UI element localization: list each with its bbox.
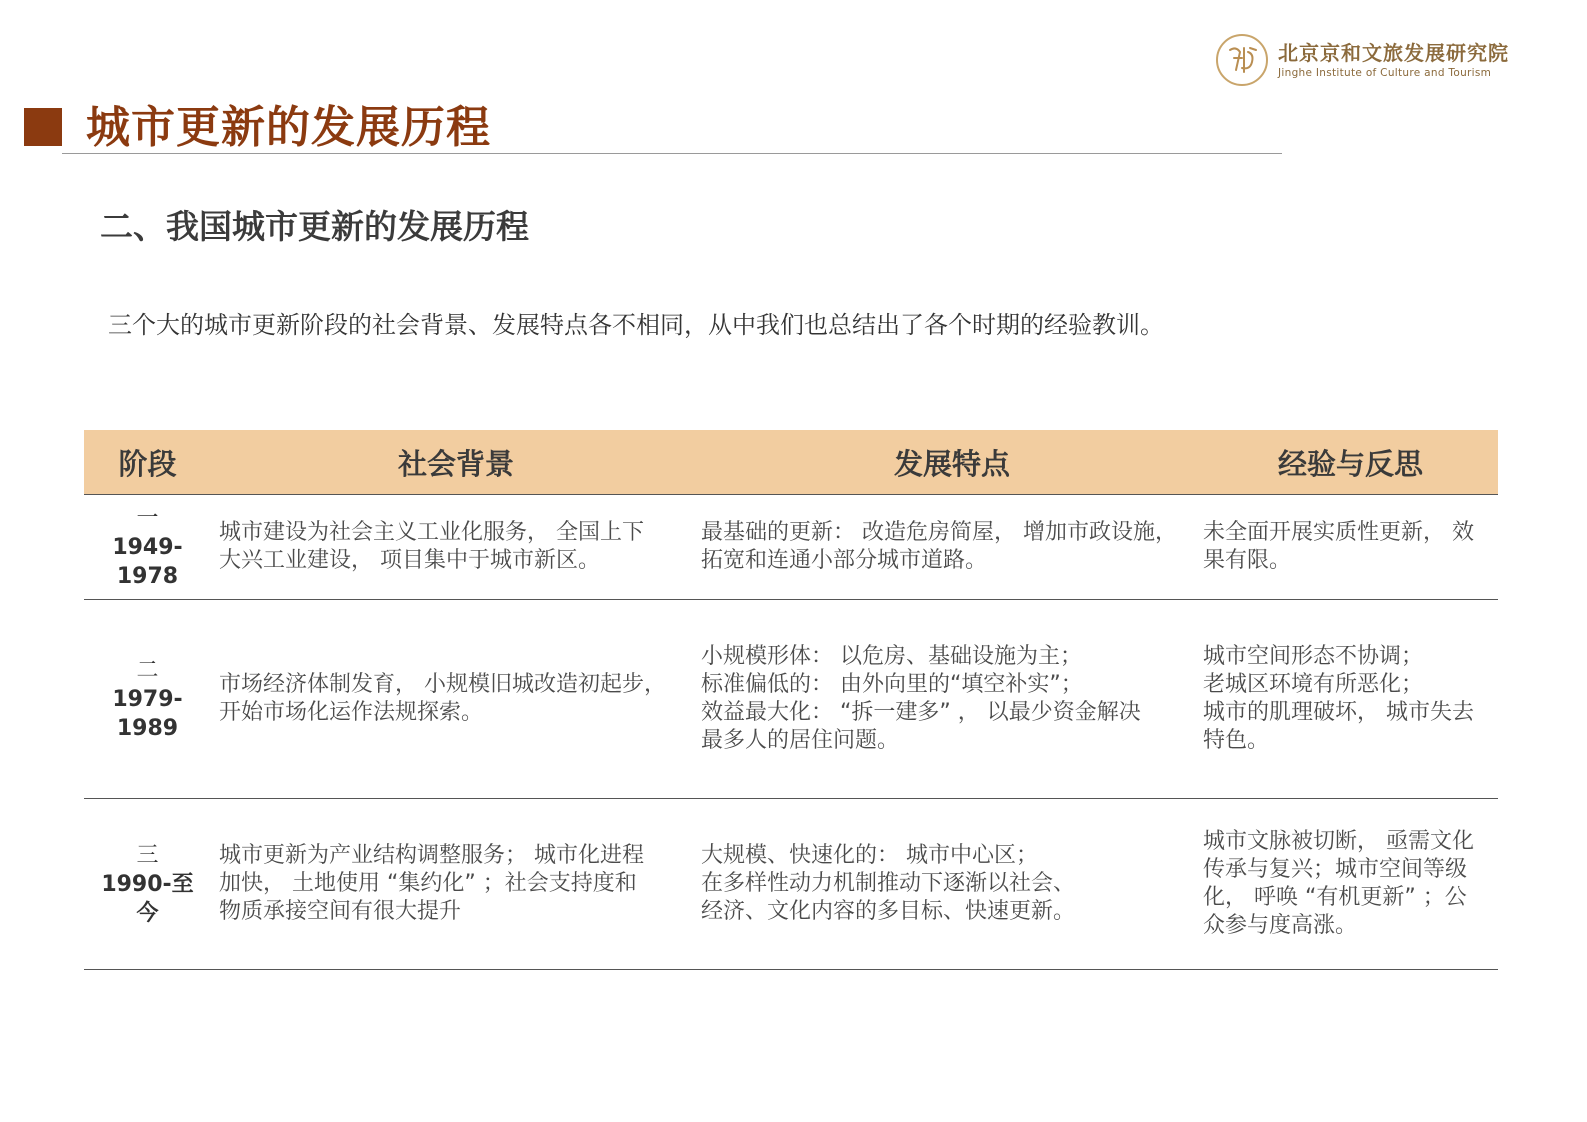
reflection-line: 众参与度高涨。: [1203, 913, 1358, 938]
reflection-line: 果有限。: [1203, 548, 1292, 573]
reflection-line: 特色。: [1203, 728, 1270, 753]
table-header: [84, 430, 1498, 495]
stage-cell: [84, 504, 211, 591]
reflection-cell: [1203, 643, 1498, 755]
reflection-line: 城市的肌理破坏， 城市失去: [1203, 700, 1474, 725]
features-line: 标准偏低的： 由外向里的“填空补实”；: [701, 672, 1083, 697]
stage-years: 1949-: [112, 534, 183, 560]
stage-years: 今: [136, 900, 159, 926]
history-table: [84, 430, 1498, 970]
table-row: [84, 600, 1498, 799]
stage-years: 1989: [116, 715, 179, 741]
stage-number: 一: [136, 505, 159, 531]
background-line: 开始市场化运作法规探索。: [219, 700, 484, 725]
features-cell: [701, 842, 1203, 926]
stage-cell: [84, 841, 211, 928]
section-subtitle: 二、我国城市更新的发展历程: [100, 207, 529, 246]
background-cell: [211, 671, 701, 727]
table-row: [84, 495, 1498, 600]
reflection-line: 城市空间形态不协调；: [1203, 644, 1424, 669]
stage-years: 1978: [116, 563, 179, 589]
features-line: 小规模形体： 以危房、基础设施为主；: [701, 644, 1082, 669]
features-line: 拓宽和连通小部分城市道路。: [701, 548, 988, 573]
table-row: [84, 799, 1498, 970]
features-line: 效益最大化： “拆一建多” ， 以最少资金解决: [701, 700, 1141, 725]
header-background: 社会背景: [397, 446, 514, 481]
logo-name-en: Jinghe Institute of Culture and Tourism: [1278, 67, 1492, 79]
header-stage: 阶段: [118, 446, 177, 481]
stage-cell: [84, 656, 211, 743]
background-line: 物质承接空间有很大提升: [219, 899, 462, 924]
seal-icon: [1216, 34, 1268, 86]
reflection-line: 城市文脉被切断， 亟需文化: [1203, 829, 1474, 854]
features-line: 大规模、快速化的： 城市中心区；: [701, 843, 1038, 868]
header-reflection: 经验与反思: [1277, 446, 1423, 481]
reflection-line: 传承与复兴；城市空间等级: [1203, 857, 1468, 882]
features-cell: [701, 519, 1203, 575]
intro-text: 三个大的城市更新阶段的社会背景、发展特点各不相同，从中我们也总结出了各个时期的经验教训。: [108, 311, 1164, 339]
institute-logo: [1216, 34, 1509, 86]
background-cell: [211, 519, 701, 575]
stage-number: 二: [136, 657, 159, 683]
reflection-line: 化， 呼唤 “有机更新” ；公: [1203, 885, 1467, 910]
title-marker: [24, 108, 62, 146]
background-cell: [211, 842, 701, 926]
features-line: 经济、文化内容的多目标、快速更新。: [701, 899, 1076, 924]
background-line: 加快， 土地使用 “集约化” ；社会支持度和: [219, 871, 637, 896]
stage-years: 1979-: [112, 686, 183, 712]
logo-name-cn: 北京京和文旅发展研究院: [1278, 41, 1509, 65]
reflection-line: 未全面开展实质性更新， 效: [1203, 520, 1474, 545]
background-line: 城市更新为产业结构调整服务； 城市化进程: [219, 843, 644, 868]
stage-number: 三: [136, 842, 159, 868]
background-line: 市场经济体制发育， 小规模旧城改造初起步，: [219, 672, 666, 697]
page-title: 城市更新的发展历程: [86, 102, 491, 153]
reflection-line: 老城区环境有所恶化；: [1203, 672, 1424, 697]
reflection-cell: [1203, 828, 1498, 940]
reflection-cell: [1203, 519, 1498, 575]
header-features: 发展特点: [893, 446, 1010, 481]
features-line: 最多人的居住问题。: [701, 728, 900, 753]
features-line: 最基础的更新： 改造危房简屋， 增加市政设施，: [701, 520, 1177, 545]
background-line: 大兴工业建设， 项目集中于城市新区。: [219, 548, 600, 573]
features-line: 在多样性动力机制推动下逐渐以社会、: [701, 871, 1076, 896]
stage-years: 1990-至: [101, 871, 194, 897]
features-cell: [701, 643, 1203, 755]
background-line: 城市建设为社会主义工业化服务， 全国上下: [219, 520, 644, 545]
title-divider: [62, 153, 1282, 154]
